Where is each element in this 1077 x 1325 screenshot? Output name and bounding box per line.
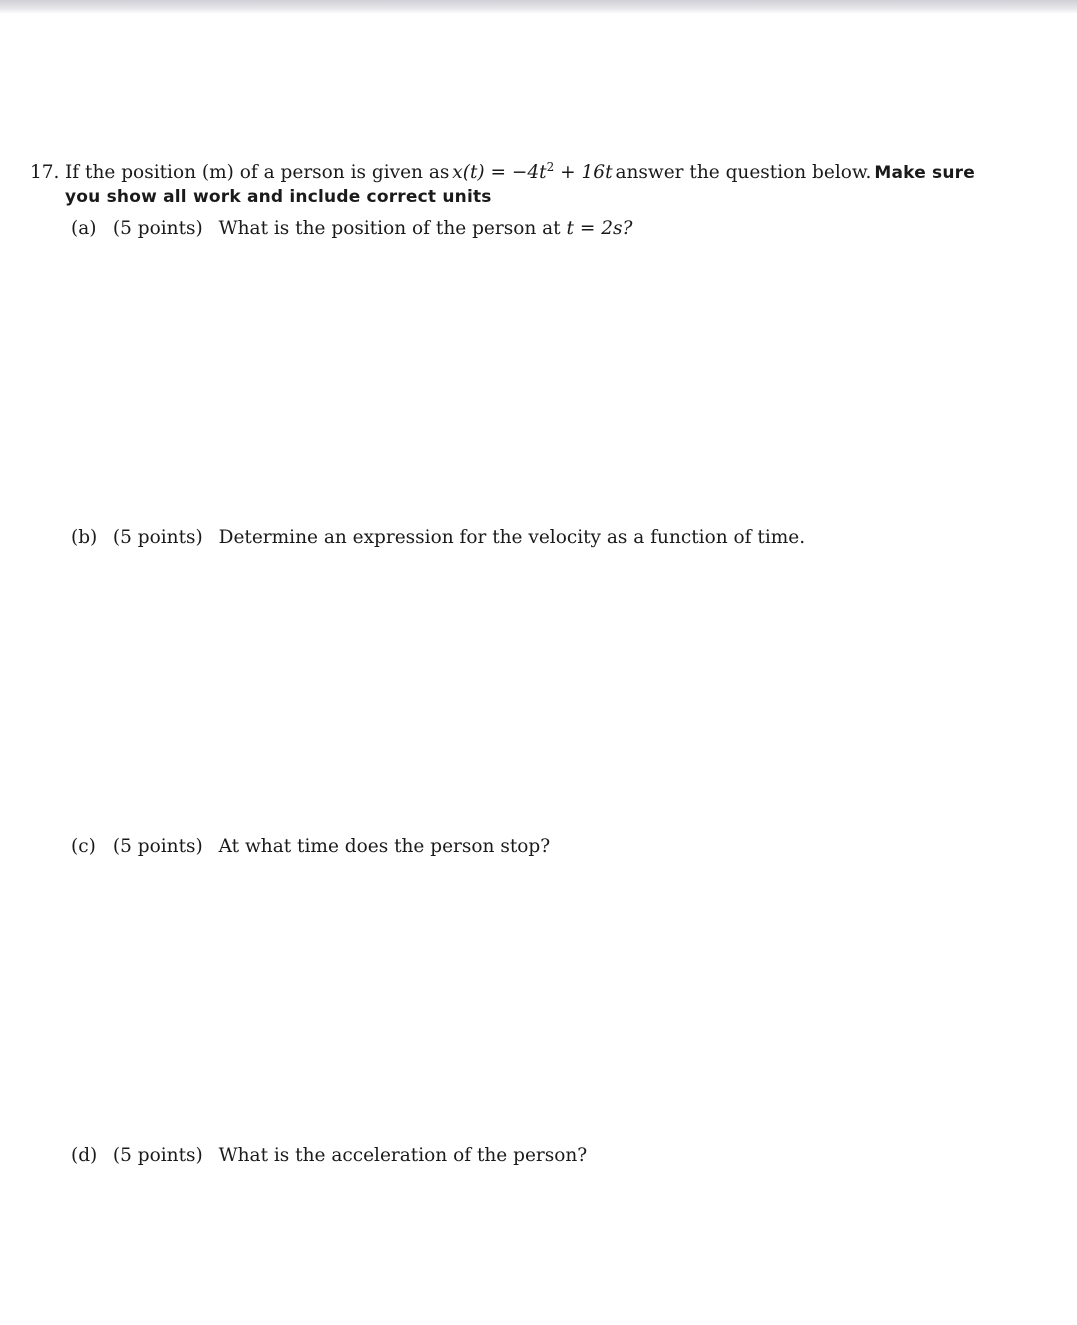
question-stem-line-1: [65, 161, 975, 185]
emphasis-line-2: you show all work and include correct units: [65, 187, 492, 207]
formula-equals: =: [490, 162, 507, 183]
part-b-text: Determine an expression for the velocity as a function of time.: [218, 527, 806, 548]
part-b-label: (b): [71, 527, 98, 548]
part-c-text: At what time does the person stop?: [218, 836, 551, 857]
part-c-points: (5 points): [112, 836, 203, 857]
part-b-answer-area[interactable]: [65, 559, 1005, 829]
part-c-label: (c): [71, 836, 96, 857]
part-d-text: What is the acceleration of the person?: [218, 1145, 588, 1166]
part-d: [71, 1144, 587, 1168]
question-intro: If the position (m) of a person is given as: [65, 162, 450, 183]
part-a-text: What is the position of the person at: [218, 218, 561, 239]
position-formula: [452, 161, 612, 185]
emphasis-line-1: Make sure: [874, 163, 975, 183]
part-a-points: (5 points): [112, 218, 203, 239]
part-a-math: t = 2s?: [566, 218, 633, 239]
part-d-answer-area[interactable]: [65, 1177, 1005, 1317]
formula-exponent: 2: [546, 160, 555, 174]
formula-rest: + 16t: [560, 162, 613, 183]
part-d-label: (d): [71, 1145, 98, 1166]
part-a-answer-area[interactable]: [65, 250, 1005, 520]
part-c: [71, 835, 550, 859]
part-a-label: (a): [71, 218, 97, 239]
question-intro-tail: answer the question below.: [615, 162, 872, 183]
formula-lhs: x(t): [452, 162, 485, 183]
part-a: [71, 217, 632, 241]
part-d-points: (5 points): [112, 1145, 203, 1166]
part-b-points: (5 points): [112, 527, 203, 548]
question-number: 17.: [30, 162, 60, 183]
formula-coef: −4t: [511, 162, 547, 183]
part-c-answer-area[interactable]: [65, 868, 1005, 1138]
part-b: [71, 526, 805, 550]
